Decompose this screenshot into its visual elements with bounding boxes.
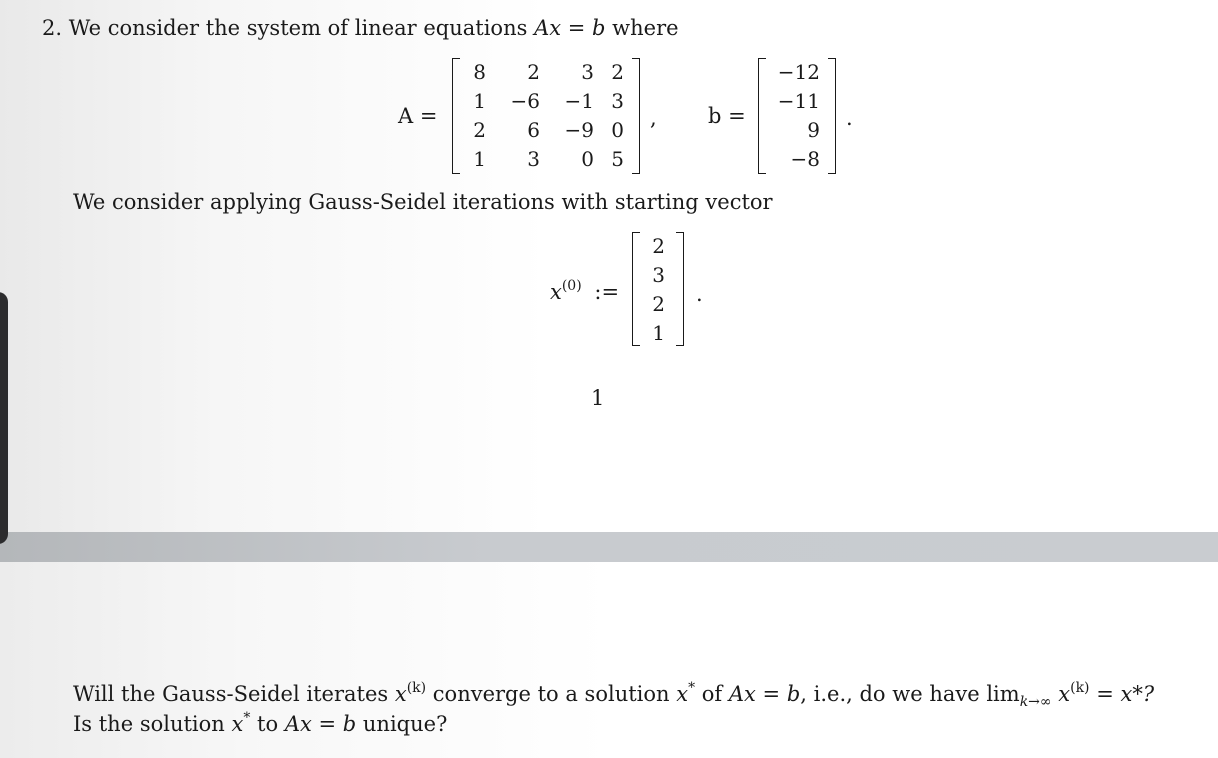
lim-subscript: k→∞ [1019, 694, 1052, 710]
vector-b-label: b = [708, 104, 746, 128]
matrix-a [452, 58, 640, 174]
q-text-1: Will the Gauss-Seidel iterates [73, 682, 389, 706]
bracket-left [632, 232, 640, 346]
bracket-right [676, 232, 684, 346]
matrix-cell: −11 [777, 89, 820, 113]
q2-text-1: Is the solution [73, 712, 225, 736]
vector-x0 [632, 232, 684, 346]
gauss-seidel-text: We consider applying Gauss-Seidel iterations with starting vector [73, 190, 773, 214]
matrix-cell: 3 [652, 263, 665, 287]
xk-superscript: (k) [406, 680, 427, 696]
matrix-cell: −12 [777, 60, 820, 84]
q2-text-2: to [257, 712, 279, 736]
intro-equation: Ax = b [534, 16, 606, 40]
matrix-cell: −6 [510, 89, 540, 113]
matrix-cell: 2 [611, 60, 624, 84]
x0-superscript: (0) [561, 278, 582, 294]
matrix-cell: 2 [652, 234, 665, 258]
xk-base: x [394, 682, 407, 706]
q-text-4: , i.e., do we have lim [800, 682, 1020, 706]
bracket-right [828, 58, 836, 174]
question-line-1 [73, 680, 1155, 710]
q2-text-3: unique? [362, 712, 448, 736]
matrix-cell: −8 [790, 147, 820, 171]
matrix-cell: −9 [564, 118, 594, 142]
matrix-cell: −1 [564, 89, 594, 113]
period: . [846, 106, 853, 130]
vector-b [758, 58, 836, 174]
problem-intro: We consider the system of linear equations [68, 16, 528, 40]
page-number: 1 [591, 386, 605, 410]
q2-equation: Ax = b [284, 712, 357, 736]
comma: , [650, 106, 657, 130]
bracket-right [632, 58, 640, 174]
matrix-cell: 0 [581, 147, 594, 171]
bracket-left [758, 58, 766, 174]
q-equation: Ax = b [728, 682, 801, 706]
problem-number: 2. [42, 16, 63, 40]
x0-base: x [550, 280, 562, 304]
matrix-cell: 2 [473, 118, 486, 142]
question-line-2 [73, 710, 448, 736]
q2-xstar: x [231, 712, 244, 736]
matrix-cell: 5 [611, 147, 624, 171]
matrix-cell: 1 [652, 321, 665, 345]
xstar-star: * [688, 680, 696, 696]
x0-label [550, 278, 620, 304]
xk-superscript-2: (k) [1070, 680, 1090, 696]
q-text-3: of [701, 682, 723, 706]
q2-star: * [243, 710, 251, 726]
matrix-cell: 2 [652, 292, 665, 316]
xstar-base: x [676, 682, 689, 706]
matrix-a-label: A = [398, 104, 438, 128]
matrix-cell: 0 [611, 118, 624, 142]
period: . [696, 282, 703, 306]
problem-statement [42, 18, 679, 39]
xk-base-2: x [1058, 682, 1071, 706]
matrix-cell: 8 [473, 60, 486, 84]
matrix-cell: 3 [611, 89, 624, 113]
assign-symbol: := [594, 280, 620, 304]
matrix-cell: 2 [527, 60, 540, 84]
q-text-2: converge to a solution [432, 682, 670, 706]
matrix-cell: 3 [527, 147, 540, 171]
matrix-cell: 9 [807, 118, 820, 142]
page-separator [0, 532, 1218, 562]
matrix-cell: 1 [473, 89, 486, 113]
bracket-left [452, 58, 460, 174]
side-panel-handle[interactable] [0, 292, 8, 544]
matrix-cell: 6 [527, 118, 540, 142]
matrix-cell: 3 [581, 60, 594, 84]
q-end: = x*? [1096, 682, 1155, 706]
matrix-cell: 1 [473, 147, 486, 171]
intro-where: where [612, 16, 679, 40]
